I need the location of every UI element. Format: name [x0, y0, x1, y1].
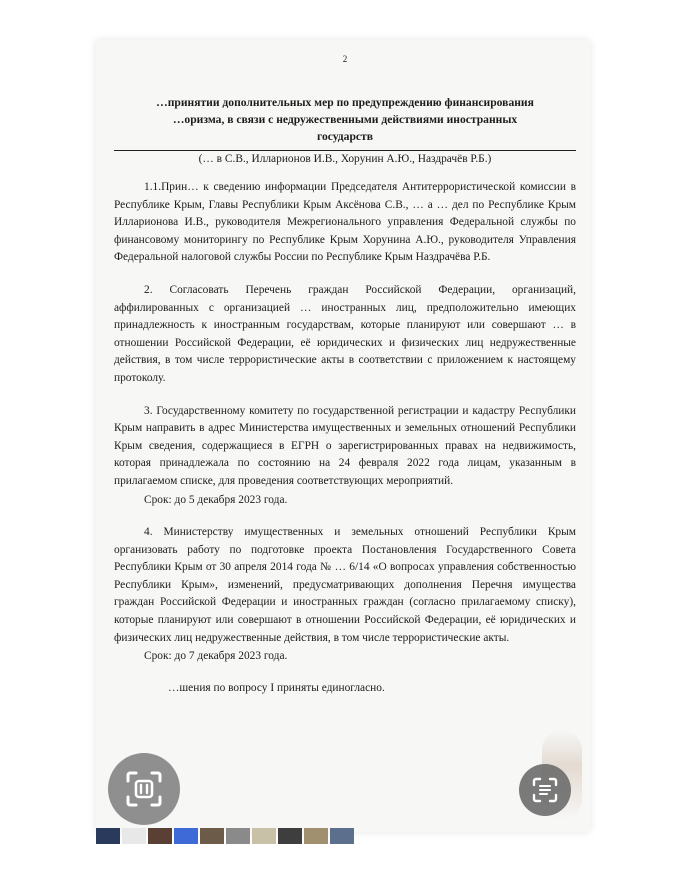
thumbnail[interactable]	[330, 828, 354, 844]
image-search-icon	[124, 769, 164, 809]
text-scan-button[interactable]	[519, 764, 571, 816]
paragraph-4: 4. Министерству имущественных и земельных отношений Республики Крым организовать работу по подготовке проекта Постановления Государственного Совета Республики Крым от 30 апреля 2014 года № … 6/14 «О вопросах управления собственностью Республики Крым», изменений, предусматривающих дополнения Перечня имущества граждан Российской Федерации и иностранных граждан (согласно прилагаемому списку), которые планируют или совершают в отношении Российской Федерации, её юридических и физических лиц недружественные действия, в том числе террористические акты.	[114, 526, 576, 644]
document-title	[114, 94, 576, 145]
thumbnail[interactable]	[304, 828, 328, 844]
document-body	[114, 54, 576, 697]
title-line-3: государств	[316, 130, 374, 143]
thumbnail[interactable]	[122, 828, 146, 844]
title-line-2: …оризма, в связи с недружественными действиями иностранных	[172, 113, 518, 126]
paragraph-2: 2. Согласовать Перечень граждан Российской Федерации, организаций, аффилированных с организацией … иностранных лиц, предположительно имеющих принадлежность к иностранным государствам, которые планируют или совершают … в отношении Российской Федерации, её юридических и физических лиц недружественные действия, в том числе террористические акты в соответствии с приложением к настоящему протоколу.	[114, 283, 576, 384]
thumbnail[interactable]	[278, 828, 302, 844]
paragraph-1: 1.1.Прин… к сведению информации Председателя Антитеррористической комиссии в Республике Крым, Главы Республики Крым Аксёнова С.В., … а … дел по Республике Крым Илларионова И.В., руководителя Межрегионального управления Федеральной службы по финансовому мониторингу по Республике Крым Хорунина А.Ю., руководителя Управления Федеральной налоговой службы России по Республике Крым Наздрачёва Р.Б.	[114, 181, 576, 264]
title-divider	[114, 150, 576, 151]
document-page	[96, 40, 590, 832]
title-line-1: …принятии дополнительных мер по предупреждению финансирования	[156, 96, 534, 109]
thumbnail[interactable]	[174, 828, 198, 844]
attendees-line: (… в С.В., Илларионов И.В., Хорунин А.Ю., Наздрачёв Р.Б.)	[198, 153, 492, 165]
deadline-3: Срок: до 5 декабря 2023 года.	[144, 493, 288, 506]
paragraph-3: 3. Государственному комитету по государственной регистрации и кадастру Республики Крым направить в адрес Министерства имущественных и земельных отношений Республики Крым сведения, содержащиеся в ЕГРН о зарегистрированных правах на недвижимость, которая принадлежала по состоянию на 24 февраля 2022 года лицам, указанным в прилагаемом списке, для проведения соответствующих мероприятий.	[114, 404, 576, 487]
thumbnail[interactable]	[200, 828, 224, 844]
thumbnail[interactable]	[148, 828, 172, 844]
page-number: 2	[342, 54, 348, 64]
thumbnail[interactable]	[252, 828, 276, 844]
decision-line: …шения по вопросу I приняты единогласно.	[168, 681, 385, 694]
image-search-button[interactable]	[108, 753, 180, 825]
deadline-4: Срок: до 7 декабря 2023 года.	[144, 650, 288, 663]
thumbnail[interactable]	[226, 828, 250, 844]
text-scan-icon	[531, 776, 559, 804]
thumbnail-strip[interactable]	[96, 828, 590, 844]
thumbnail[interactable]	[96, 828, 120, 844]
